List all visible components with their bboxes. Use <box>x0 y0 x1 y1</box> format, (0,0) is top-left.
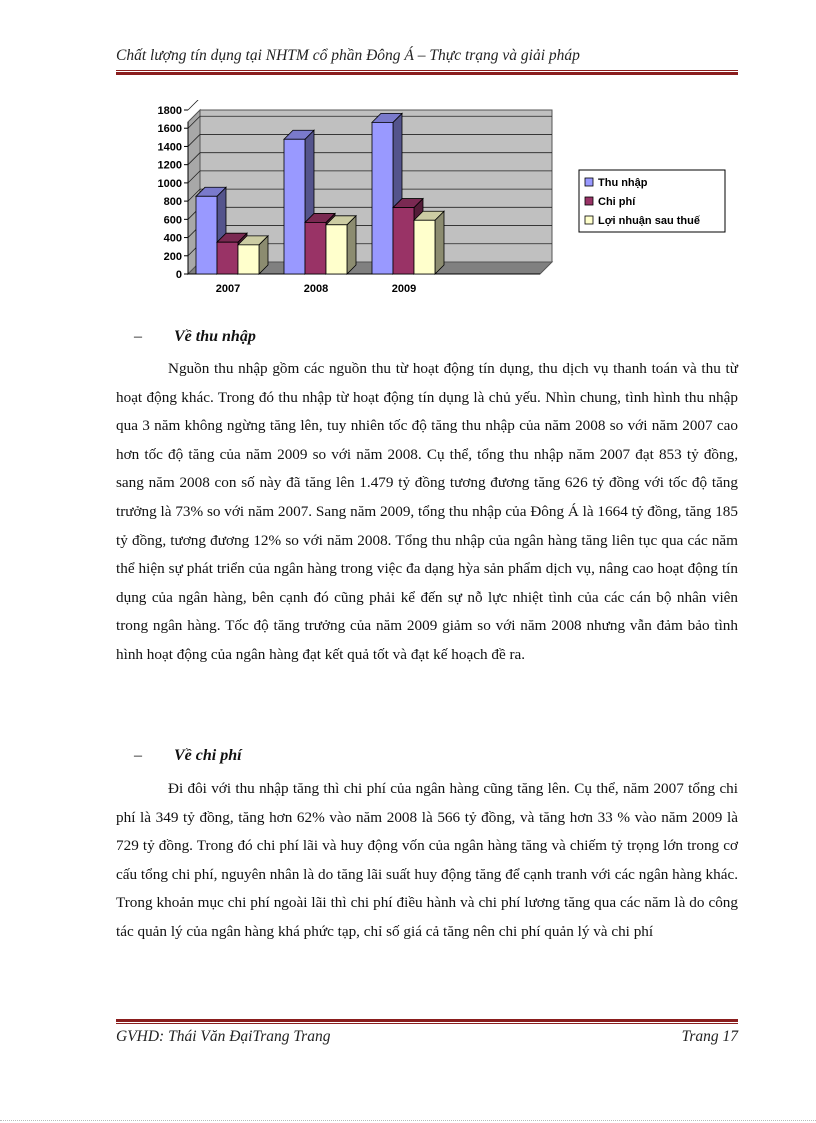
section-income-title: Về thu nhập <box>174 328 256 345</box>
chart-y-tick-label: 0 <box>175 269 182 281</box>
chart-bar <box>305 222 326 274</box>
section-cost-paragraph: Đi đôi với thu nhập tăng thì chi phí của ngân hàng cũng tăng lên. Cụ thể, năm 2007 tổng chi phí là 349 tỷ đồng, tăng hơn 62% vào năm 2008 là 566 tỷ đồng, và tăng hơn 33 % vào năm 2009 là 729 tỷ đồng. Trong đó chi phí lãi và huy động vốn của ngân hàng tăng và chiếm tỷ trọng lớn trong cơ cấu tổng chi phí, nguyên nhân là do tăng lãi suất huy động tăng để cạnh tranh với các ngân hàng khác. Trong khoản mục chi phí ngoài lãi thì chi phí điều hành và chi phí lương tăng qua các năm là do công tác quản lý của ngân hàng khá phức tạp, chỉ số giá cả tăng nên chi phí quản lý và chi phí <box>116 780 738 940</box>
chart-legend-swatch <box>585 178 593 186</box>
income-cost-chart <box>136 100 736 300</box>
chart-y-tick-label: 200 <box>163 250 182 263</box>
footer-page-number: Trang 17 <box>681 1028 738 1045</box>
section-cost-dash: – <box>134 747 142 764</box>
chart-bar-side <box>435 211 444 274</box>
header-rule-thick <box>116 72 738 75</box>
chart-bar <box>414 220 435 274</box>
chart-legend-swatch <box>585 216 593 224</box>
section-income-dash: – <box>134 328 142 345</box>
section-income-heading <box>116 328 256 346</box>
chart-bar <box>372 122 393 274</box>
footer-rule-thick <box>116 1019 738 1022</box>
chart-legend-label: Thu nhập <box>598 177 648 189</box>
chart-y-tick-label: 800 <box>163 196 182 209</box>
chart-x-tick-label: 2009 <box>391 283 417 295</box>
section-cost-heading <box>116 747 242 765</box>
chart-bar <box>393 208 414 274</box>
chart-y-tick-label: 1200 <box>157 159 182 172</box>
chart-svg <box>136 100 736 300</box>
page-bottom-dotted-line <box>0 1120 816 1121</box>
chart-bar <box>326 225 347 274</box>
header-rule-thin <box>116 70 738 71</box>
chart-y-tick-label: 400 <box>163 232 182 245</box>
footer-rule-thin <box>116 1023 738 1024</box>
chart-bar <box>238 245 259 274</box>
chart-gridline-side <box>188 100 200 110</box>
chart-x-tick-label: 2007 <box>215 283 241 295</box>
footer-advisor: GVHD: Thái Văn ĐạiTrang Trang <box>116 1028 331 1045</box>
chart-bar <box>217 242 238 274</box>
chart-y-tick-label: 1000 <box>157 177 182 190</box>
chart-bar <box>196 196 217 274</box>
section-income-paragraph: Nguồn thu nhập gồm các nguồn thu từ hoạt động tín dụng, thu dịch vụ thanh toán và thu từ hoạt động khác. Trong đó thu nhập từ hoạt động tín dụng là chủ yếu. Nhìn chung, tình hình thu nhập qua 3 năm không ngừng tăng lên, tuy nhiên tốc độ tăng thu nhập của năm 2008 so với năm 2007 cao hơn tốc độ tăng của năm 2009 so với năm 2008. Cụ thể, tổng thu nhập năm 2007 đạt 853 tỷ đồng, sang năm 2008 con số này đã tăng lên 1.479 tỷ đồng tương đương tăng 626 tỷ đồng với tốc độ tăng trưởng là 73% so với năm 2007. Sang năm 2009, tổng thu nhập của Đông Á là 1664 tỷ đồng, tăng 185 tỷ đồng, tương đương 12% so với năm 2008. Tổng thu nhập của ngân hàng tăng liên tục qua các năm thể hiện sự phát triển của ngân hàng trong việc đa dạng hỳa sản phẩm dịch vụ, nâng cao hoạt động tín dụng của ngân hàng, bên cạnh đó cũng phải kể đến sự nỗ lực nhiệt tình của các cán bộ nhân viên trong ngân hàng. Tốc độ tăng trưởng của năm 2009 giảm so với năm 2008 nhưng vẫn đảm bảo tình hình hoạt động của ngân hàng đạt kết quả tốt và đạt kế hoạch đề ra. <box>116 360 738 663</box>
chart-legend-label: Chi phí <box>598 196 636 208</box>
chart-y-tick-label: 1600 <box>157 123 182 136</box>
section-cost-title: Về chi phí <box>174 747 242 764</box>
chart-y-tick-label: 1800 <box>157 105 182 117</box>
chart-legend-swatch <box>585 197 593 205</box>
chart-y-tick-label: 600 <box>163 214 182 227</box>
chart-bar-side <box>347 216 356 274</box>
chart-y-tick-label: 1400 <box>157 141 182 154</box>
chart-legend-label: Lợi nhuận sau thuế <box>598 215 700 227</box>
chart-bar <box>284 139 305 274</box>
page-header-title: Chất lượng tín dụng tại NHTM cổ phần Đông Á – Thực trạng và giải pháp <box>116 47 580 64</box>
chart-x-tick-label: 2008 <box>303 283 329 295</box>
